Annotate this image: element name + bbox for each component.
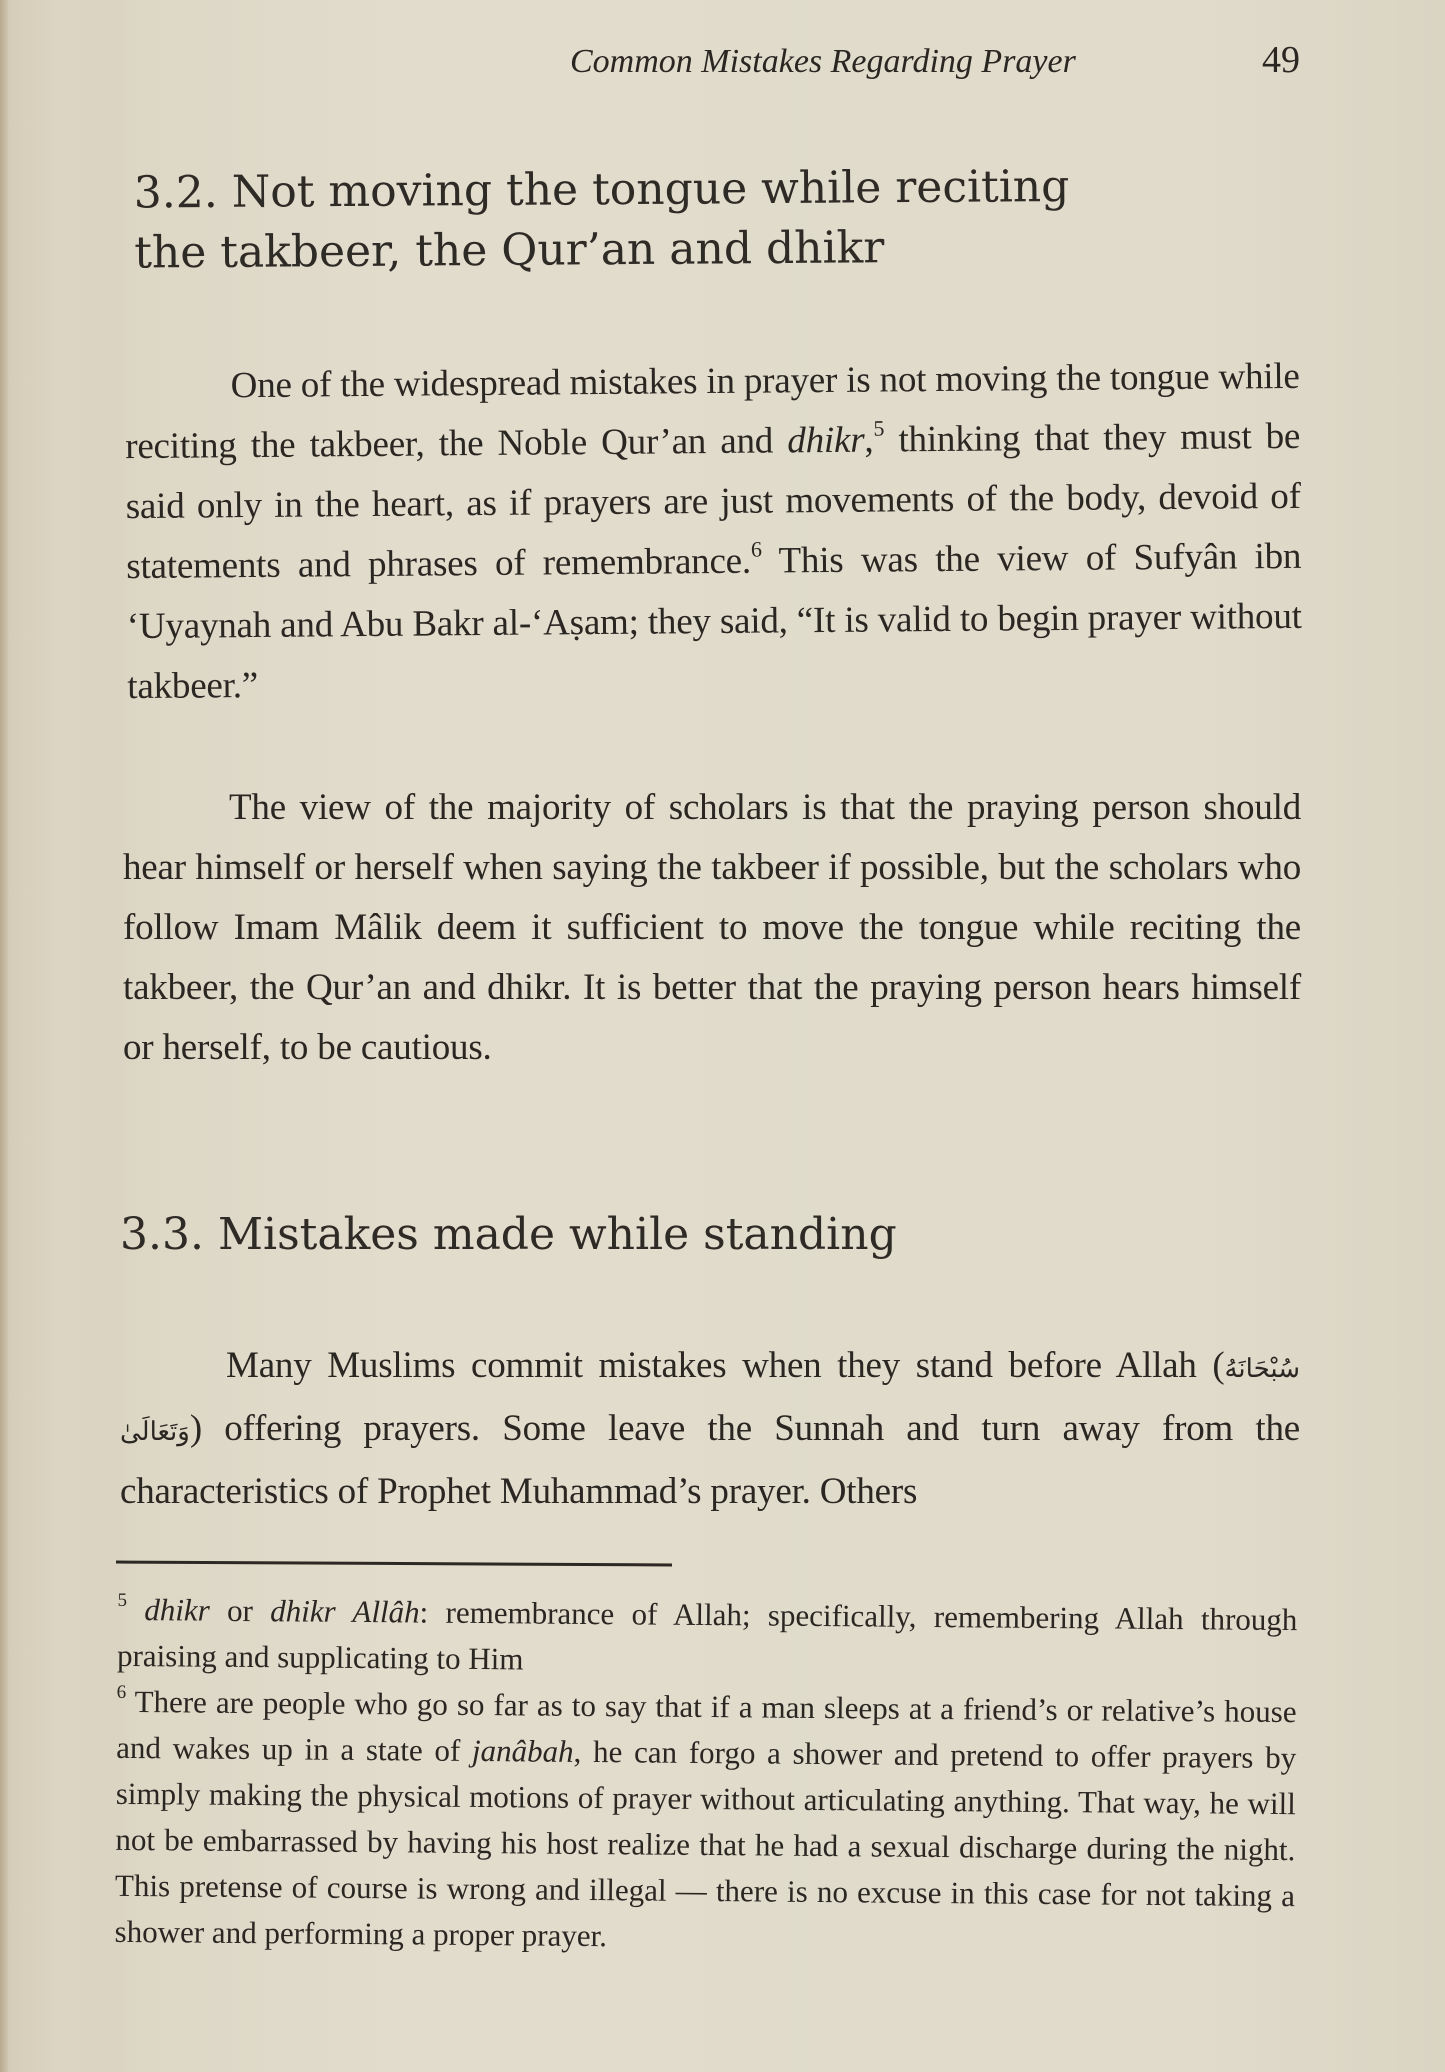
running-title: Common Mistakes Regarding Prayer — [570, 43, 1076, 80]
italic-term: janâbah — [471, 1732, 574, 1769]
footnote-ref[interactable]: 6 — [750, 536, 762, 562]
section-number: 3.3. — [120, 1209, 204, 1260]
section-title: Mistakes made while standing — [217, 1209, 897, 1260]
footnote-divider — [116, 1561, 672, 1567]
text: One of the widespread mistakes in prayer is not moving the tongue while reciting the takbeer, the Noble Qur’an and — [125, 355, 1300, 468]
text: ) offering prayers. Some leave the Sunnah and turn away from the characteristics of Prophet Muhammad’s prayer. Others — [120, 1408, 1300, 1512]
running-head — [570, 38, 1300, 82]
italic-term: dhikr — [787, 419, 865, 462]
paragraph — [124, 347, 1302, 717]
text: Many Muslims commit mistakes when they stand before Allah ( — [226, 1345, 1225, 1386]
footnote-ref[interactable]: 5 — [873, 415, 885, 441]
footnote-6 — [114, 1679, 1296, 1965]
text: thinking that they must be said only in the heart, as if prayers are just movements of the body, devoid of statements and phrases of remembrance. — [125, 415, 1301, 588]
section-heading-3-2 — [134, 157, 1135, 284]
italic-term: dhikr — [144, 1592, 210, 1628]
honorific-glyph-icon: سُبْحَانَهُ وَتَعَالَىٰ — [120, 1354, 1300, 1446]
text: or — [209, 1592, 271, 1629]
text: This was the view of Sufyân ibn ‘Uyaynah and Abu Bakr al-‘Aṣam; they said, “It is valid to begin prayer without takbeer.” — [126, 535, 1302, 708]
text: : remembrance of Allah; specifically, remembering Allah through praising and supplicating to Him — [116, 1594, 1298, 1677]
footnote-number: 5 — [117, 1589, 128, 1611]
footnote-number: 6 — [116, 1681, 127, 1703]
section-heading-3-3 — [120, 1205, 1120, 1265]
section-title: Not moving the tongue while reciting the takbeer, the Qur’an and dhikr — [134, 160, 1070, 279]
text: There are people who go so far as to say that if a man sleeps at a friend’s or relative’s house and wakes up in a state of — [116, 1684, 1297, 1768]
paragraph — [123, 778, 1301, 1078]
section-number: 3.2. — [133, 166, 218, 219]
italic-term: dhikr Allâh — [270, 1593, 420, 1630]
paragraph — [120, 1336, 1300, 1522]
footnote-5 — [117, 1587, 1298, 1689]
page-number: 49 — [1262, 39, 1300, 81]
text: The view of the majority of scholars is that the praying person should hear himself or herself when saying the takbeer if possible, but the scholars who follow Imam Mâlik deem it sufficient to move the tongue while reciting the takbeer, the Qur’an and dhikr. It is better that the praying person hears himself or herself, to be cautious. — [123, 787, 1301, 1068]
text: , he can forgo a shower and pretend to offer prayers by simply making the physical motions of prayer without articulating anything. That way, he will not be embarrassed by having his host realize that he had a sexual discharge during the night. This pretense of course is wrong and illegal — there is no excuse in this case for not taking a shower and performing a proper prayer. — [114, 1733, 1297, 1954]
text: , — [864, 419, 874, 461]
footnotes — [114, 1587, 1297, 1965]
